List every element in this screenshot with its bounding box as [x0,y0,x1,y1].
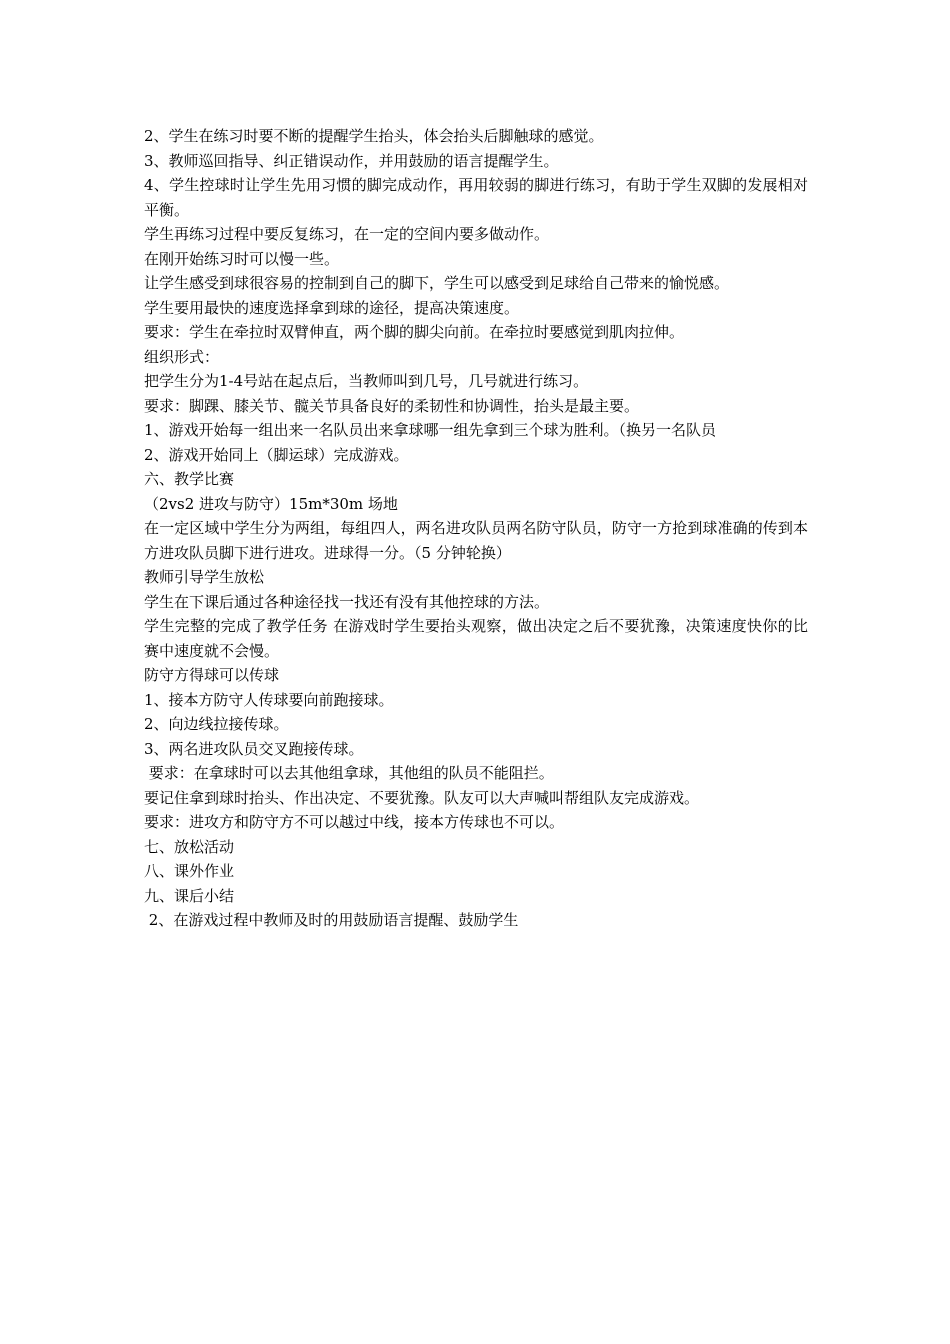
text-line: 要求：在拿球时可以去其他组拿球，其他组的队员不能阻拦。 [144,764,554,782]
text-line: 2、学生在练习时要不断的提醒学生抬头，体会抬头后脚触球的感觉。 [144,127,604,145]
text-line: 要求：脚踝、膝关节、髋关节具备良好的柔韧性和协调性，抬头是最主要。 [144,396,640,415]
text-line: （2vs2 进攻与防守）15m*30m 场地 [144,494,398,513]
text-line: 1、接本方防守人传球要向前跑接球。 [144,690,394,709]
section-heading: 七、放松活动 [144,837,235,856]
text-line: 学生在下课后通过各种途径找一找还有没有其他控球的方法。 [144,592,550,611]
text-line: 要求：进攻方和防守方不可以越过中线，接本方传球也不可以。 [144,813,565,831]
text-line: 4、学生控球时让学生先用习惯的脚完成动作，再用较弱的脚进行练习，有助于学生双脚的发展相对平衡。 [144,176,808,219]
text-line: 防守方得球可以传球 [144,666,280,684]
text-line: 2、游戏开始同上（脚运球）完成游戏。 [144,445,409,464]
section-heading: 九、课后小结 [144,886,235,905]
document-body [144,124,808,933]
text-line: 2、向边线拉接传球。 [144,715,289,733]
text-line: 1、游戏开始每一组出来一名队员出来拿球哪一组先拿到三个球为胜利。（换另一名队员 [144,421,717,439]
text-line: 学生再练习过程中要反复练习，在一定的空间内要多做动作。 [144,225,550,243]
section-heading: 八、课外作业 [144,862,235,880]
text-line: 教师引导学生放松 [144,568,265,586]
text-line: 把学生分为1-4号站在起点后，当教师叫到几号，几号就进行练习。 [144,372,589,390]
section-heading: 六、教学比赛 [144,470,235,488]
text-line: 让学生感受到球很容易的控制到自己的脚下，学生可以感受到足球给自己带来的愉悦感。 [144,274,730,292]
text-line: 要记住拿到球时抬头、作出决定、不要犹豫。队友可以大声喊叫帮组队友完成游戏。 [144,788,700,807]
text-line: 学生完整的完成了教学任务 在游戏时学生要抬头观察，做出决定之后不要犹豫，决策速度快你的比赛中速度就不会慢。 [144,617,808,660]
text-line: 要求：学生在牵拉时双臂伸直，两个脚的脚尖向前。在牵拉时要感觉到肌肉拉伸。 [144,323,685,341]
text-line: 2、在游戏过程中教师及时的用鼓励语言提醒、鼓励学生 [144,911,519,929]
text-line: 3、两名进攻队员交叉跑接传球。 [144,739,364,758]
text-line: 在一定区域中学生分为两组，每组四人，两名进攻队员两名防守队员，防守一方抢到球准确的传到本方进攻队员脚下进行进攻。进球得一分。（5 分钟轮换） [144,519,808,562]
text-line: 在刚开始练习时可以慢一些。 [144,249,340,268]
text-line: 学生要用最快的速度选择拿到球的途径，提高决策速度。 [144,298,520,317]
text-line: 3、教师巡回指导、纠正错误动作，并用鼓励的语言提醒学生。 [144,151,559,170]
text-line: 组织形式： [144,347,220,366]
